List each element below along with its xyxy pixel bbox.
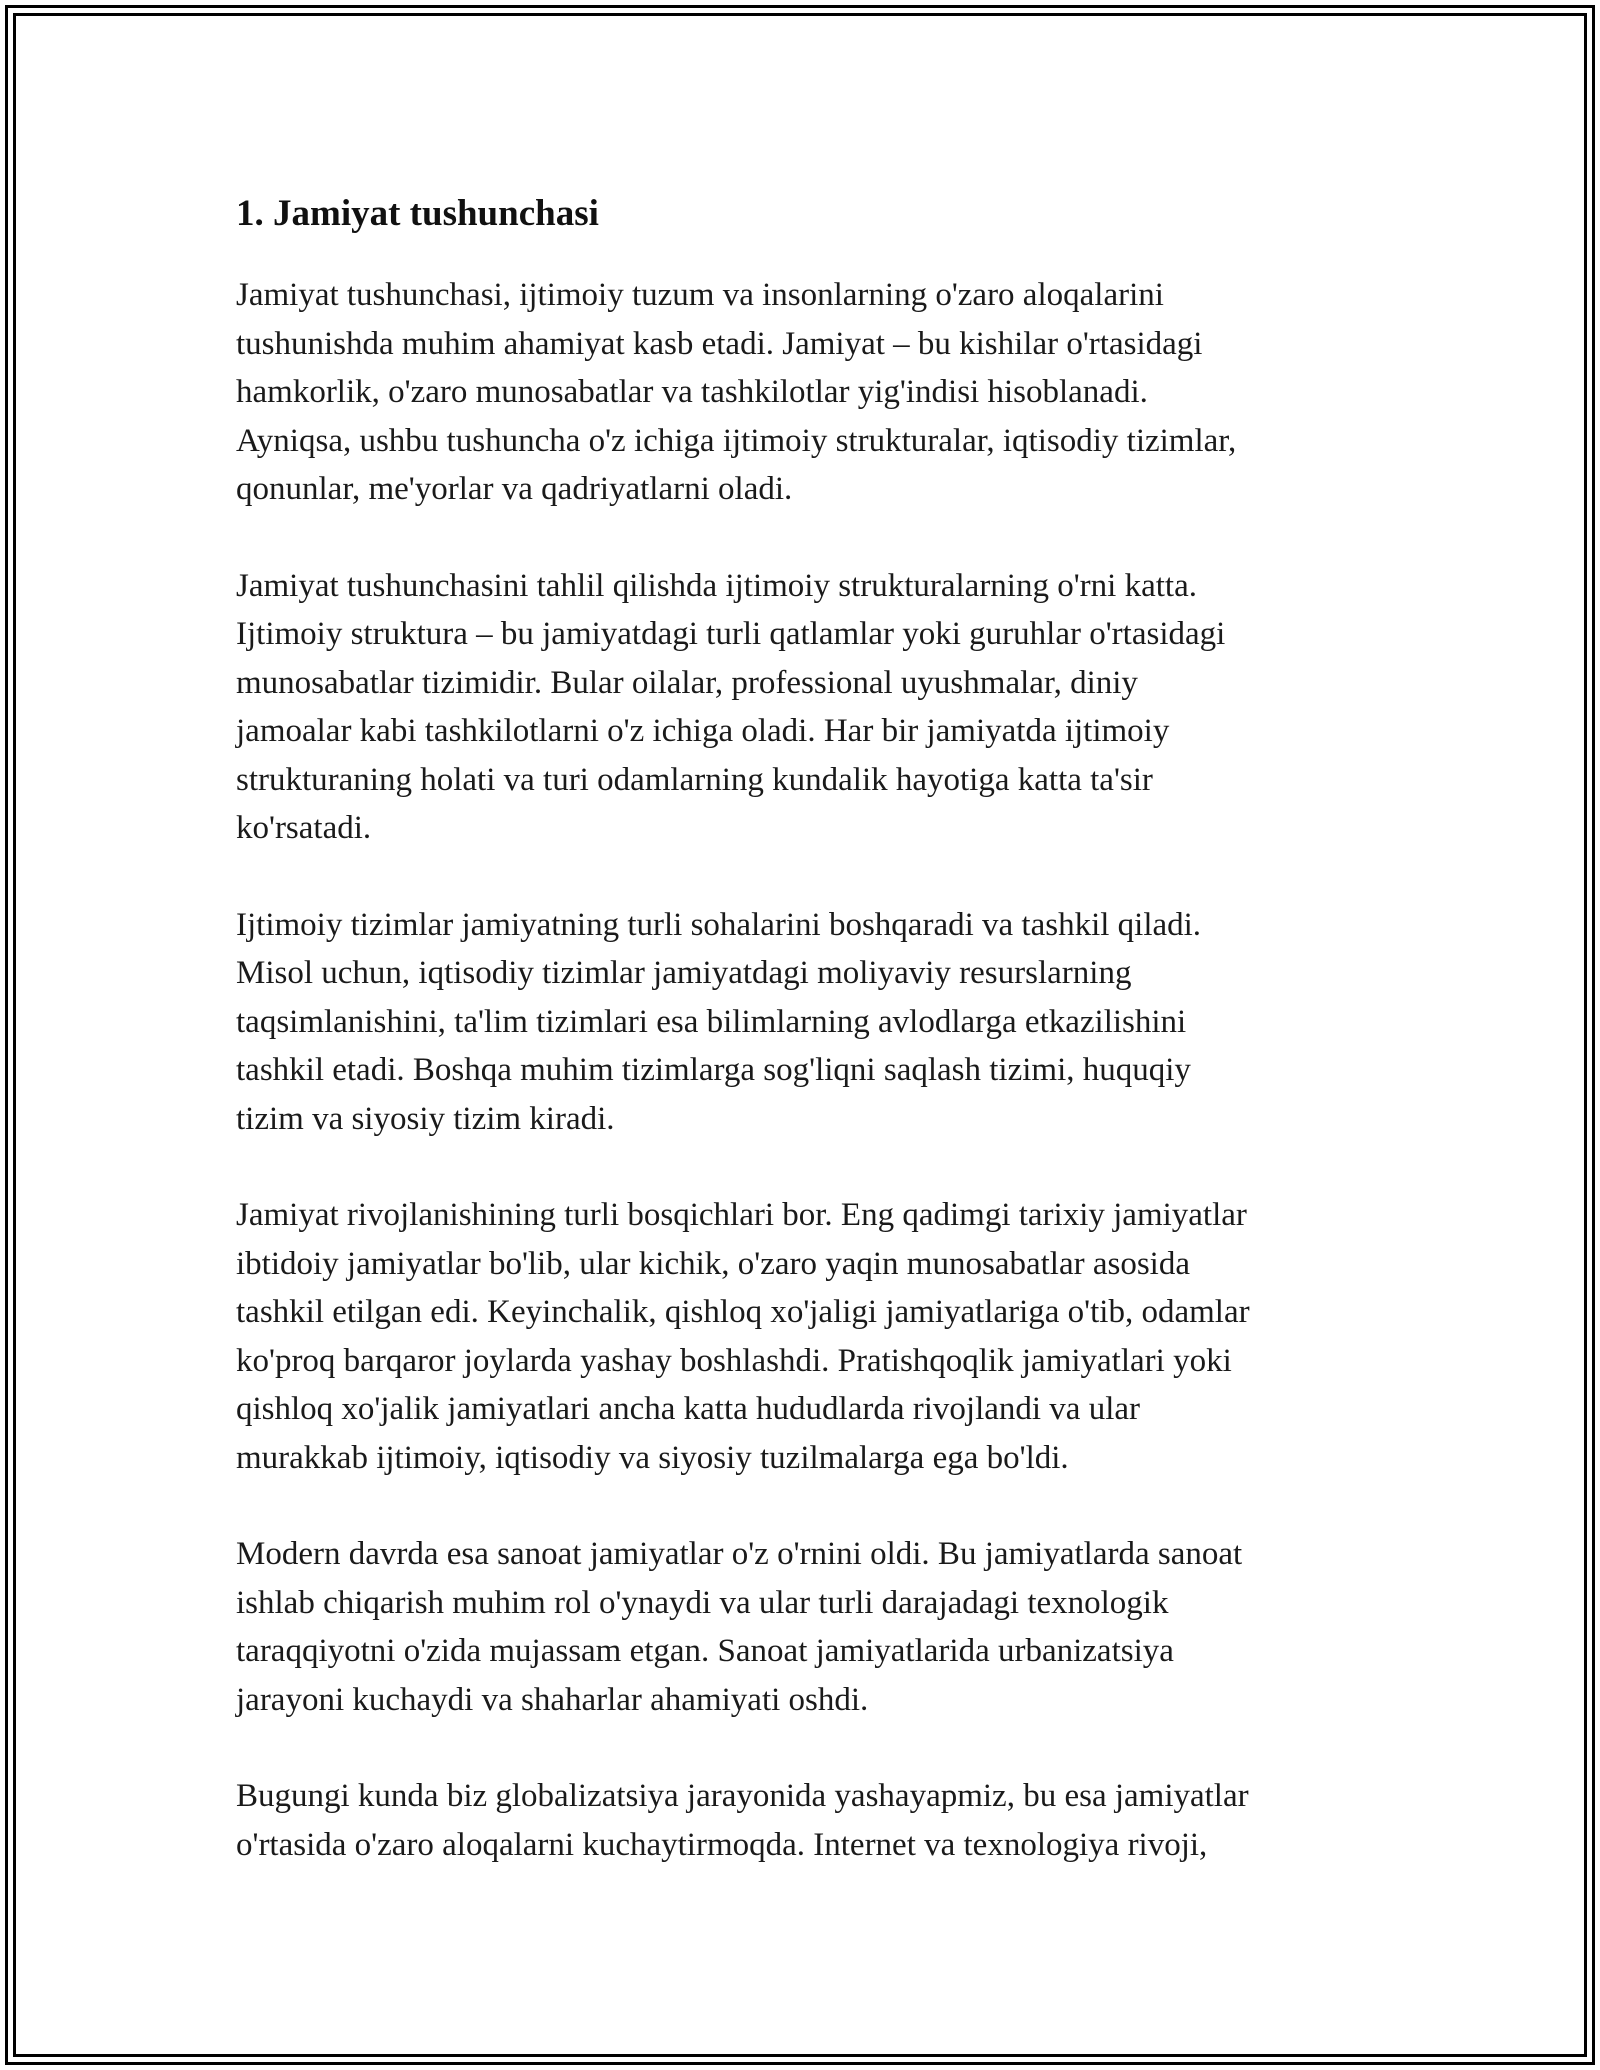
document-body [236, 186, 1416, 1917]
paragraph-2: Jamiyat tushunchasini tahlil qilishda ijtimoiy strukturalarning o'rni katta. Ijtimoiy struktura – bu jamiyatdagi turli qatlamlar yoki guruhlar o'rtasidagi munosabatlar tizimidir. Bular oilalar, professional uyushmalar, diniy jamoalar kabi tashkilotlarni o'z ichiga oladi. Har bir jamiyatda ijtimoiy strukturaning holati va turi odamlarning kundalik hayotiga katta ta'sir ko'rsatadi. [236, 567, 1226, 846]
paragraph-3: Ijtimoiy tizimlar jamiyatning turli sohalarini boshqaradi va tashkil qiladi. Misol uchun, iqtisodiy tizimlar jamiyatdagi moliyaviy resurslarning taqsimlanishini, ta'lim tizimlari esa bilimlarning avlodlarga etkazilishini tashkil etadi. Boshqa muhim tizimlarga sog'liqni saqlash tizimi, huquqiy tizim va siyosiy tizim kiradi. [236, 906, 1202, 1137]
paragraph-1: Jamiyat tushunchasi, ijtimoiy tuzum va insonlarning o'zaro aloqalarini tushunishda muhim ahamiyat kasb etadi. Jamiyat – bu kishilar o'rtasidagi hamkorlik, o'zaro munosabatlar va tashkilotlar yig'indisi hisoblanadi. Ayniqsa, ushbu tushuncha o'z ichiga ijtimoiy strukturalar, iqtisodiy tizimlar, qonunlar, me'yorlar va qadriyatlarni oladi. [236, 277, 1237, 507]
section-heading: 1. Jamiyat tushunchasi [236, 193, 599, 234]
paragraph-4: Jamiyat rivojlanishining turli bosqichlari bor. Eng qadimgi tarixiy jamiyatlar ibtidoiy jamiyatlar bo'lib, ular kichik, o'zaro yaqin munosabatlar asosida tashkil etilgan edi. Keyinchalik, qishloq xo'jaligi jamiyatlariga o'tib, odamlar ko'proq barqaror joylarda yashay boshlashdi. Pratishqoqlik jamiyatlari yoki qishloq xo'jalik jamiyatlari ancha katta hududlarda rivojlandi va ular murakkab ijtimoiy, iqtisodiy va siyosiy tuzilmalarga ega bo'ldi. [236, 1197, 1250, 1476]
paragraph-5: Modern davrda esa sanoat jamiyatlar o'z o'rnini oldi. Bu jamiyatlarda sanoat ishlab chiqarish muhim rol o'ynaydi va ular turli darajadagi texnologik taraqqiyotni o'zida mujassam etgan. Sanoat jamiyatlarida urbanizatsiya jarayoni kuchaydi va shaharlar ahamiyati oshdi. [236, 1536, 1243, 1718]
paragraph-6: Bugungi kunda biz globalizatsiya jarayonida yashayapmiz, bu esa jamiyatlar o'rtasida o'zaro aloqalarni kuchaytirmoqda. Internet va texnologiya rivoji, [236, 1778, 1249, 1863]
